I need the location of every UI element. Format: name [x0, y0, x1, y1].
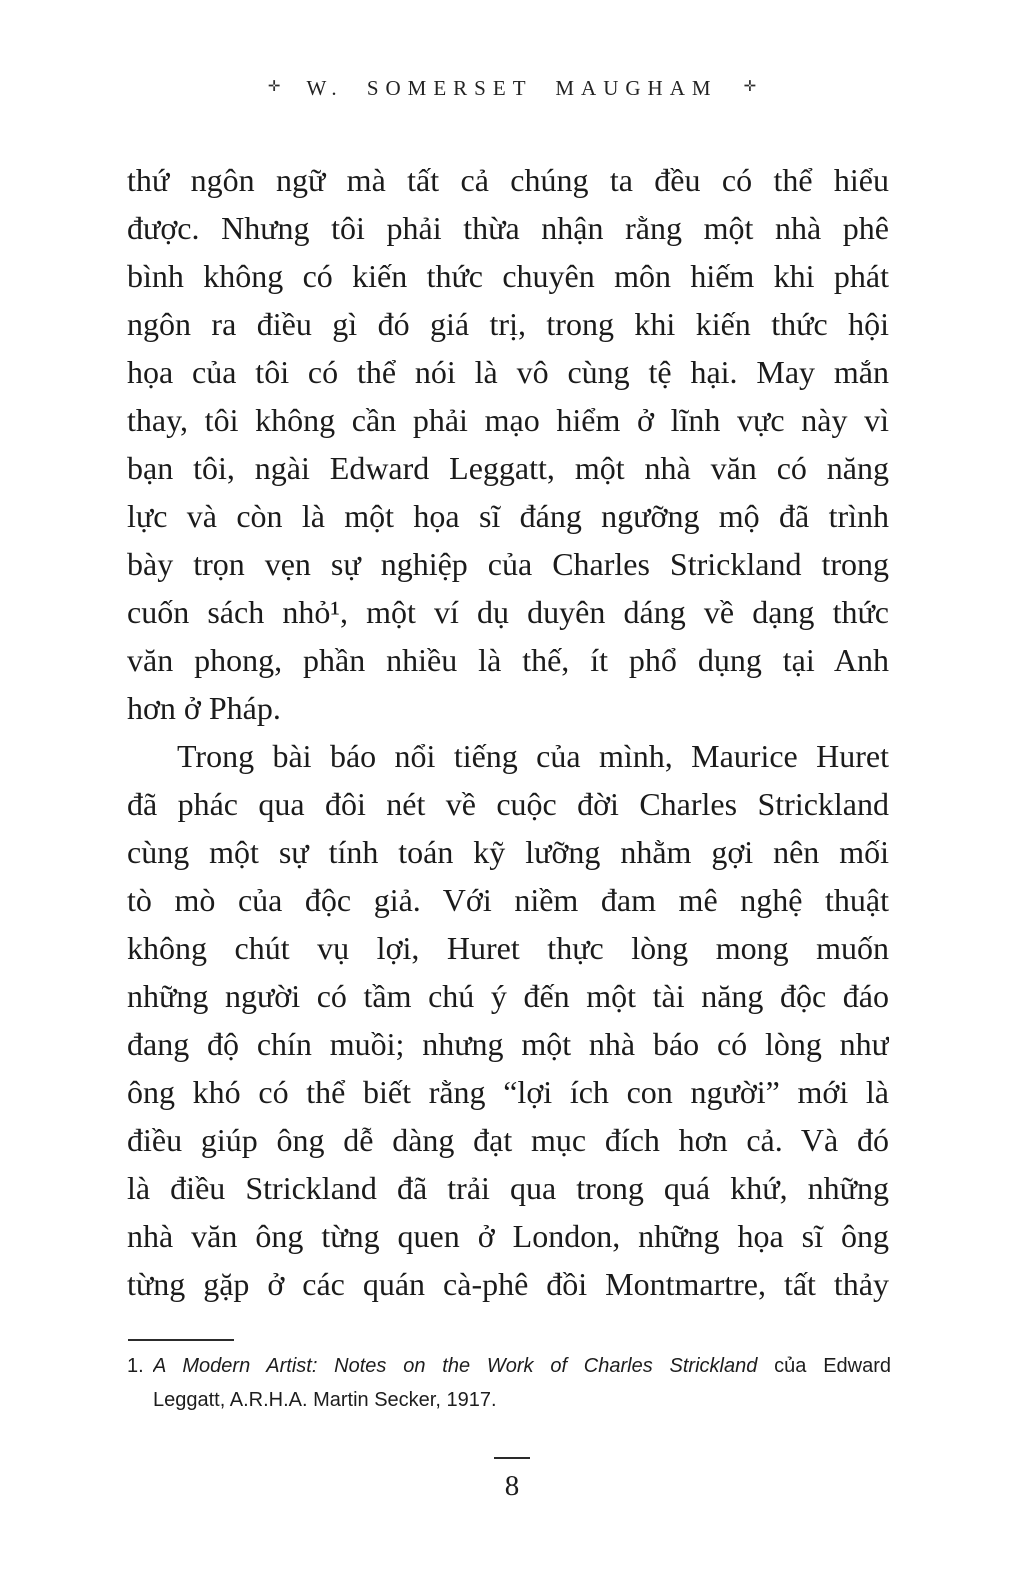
footnote [127, 1349, 891, 1417]
footnote-line: Leggatt, A.R.H.A. Martin Secker, 1917. [153, 1389, 497, 1411]
text-line: bày trọn vẹn sự nghiệp của Charles Strickland trong [127, 546, 889, 582]
text-line: Trong bài báo nổi tiếng của mình, Maurice Huret [177, 738, 889, 774]
header-ornament-right-icon: ✛ [743, 79, 757, 95]
text-line: ngôn ra điều gì đó giá trị, trong khi kiến thức hội [127, 306, 889, 342]
text-line: cùng một sự tính toán kỹ lưỡng nhằm gợi nên mối [127, 834, 889, 870]
text-line: lực và còn là một họa sĩ đáng ngưỡng mộ đã trình [127, 498, 889, 534]
text-line: bình không có kiến thức chuyên môn hiếm khi phát [127, 258, 889, 294]
text-line: họa của tôi có thể nói là vô cùng tệ hại. May mắn [127, 354, 889, 390]
text-line: đang độ chín muồi; nhưng một nhà báo có lòng như [127, 1026, 889, 1062]
page-number: 8 [504, 1470, 520, 1502]
text-line: không chút vụ lợi, Huret thực lòng mong muốn [127, 930, 889, 966]
text-line: những người có tầm chú ý đến một tài năng độc đáo [127, 978, 889, 1014]
text-line: thứ ngôn ngữ mà tất cả chúng ta đều có thể hiểu [127, 162, 889, 198]
footnote-citation: của Edward [757, 1355, 891, 1377]
text-line: bạn tôi, ngài Edward Leggatt, một nhà văn có năng [127, 450, 889, 486]
footnote-book-title: A Modern Artist: Notes on the Work of Charles Strickland [153, 1355, 758, 1377]
text-line: thay, tôi không cần phải mạo hiểm ở lĩnh vực này vì [127, 402, 889, 438]
body-text [127, 156, 889, 1308]
footnote-row [127, 1349, 891, 1417]
footnote-line [153, 1349, 891, 1383]
text-line: từng gặp ở các quán cà-phê đồi Montmartre, tất thảy [127, 1266, 889, 1302]
text-line: đã phác qua đôi nét về cuộc đời Charles Strickland [127, 786, 889, 822]
page-number-rule [494, 1457, 530, 1459]
footnote-marker: 1. [127, 1355, 144, 1377]
footnote-separator [128, 1339, 234, 1341]
running-header [0, 76, 1024, 101]
author-header-title: W. SOMERSET MAUGHAM [306, 76, 718, 100]
text-line: được. Nhưng tôi phải thừa nhận rằng một nhà phê [127, 210, 889, 246]
text-line: cuốn sách nhỏ¹, một ví dụ duyên dáng về dạng thức [127, 594, 889, 630]
text-line: là điều Strickland đã trải qua trong quá khứ, những [127, 1170, 889, 1206]
text-line: tò mò của độc giả. Với niềm đam mê nghệ thuật [127, 882, 889, 918]
text-line: điều giúp ông dễ dàng đạt mục đích hơn cả. Và đó [127, 1122, 889, 1158]
header-ornament-left-icon: ✛ [267, 79, 281, 95]
text-line: văn phong, phần nhiều là thế, ít phổ dụng tại Anh [127, 642, 889, 678]
text-line: hơn ở Pháp. [127, 690, 281, 726]
text-line: nhà văn ông từng quen ở London, những họa sĩ ông [127, 1218, 889, 1254]
text-line: ông khó có thể biết rằng “lợi ích con người” mới là [127, 1074, 889, 1110]
